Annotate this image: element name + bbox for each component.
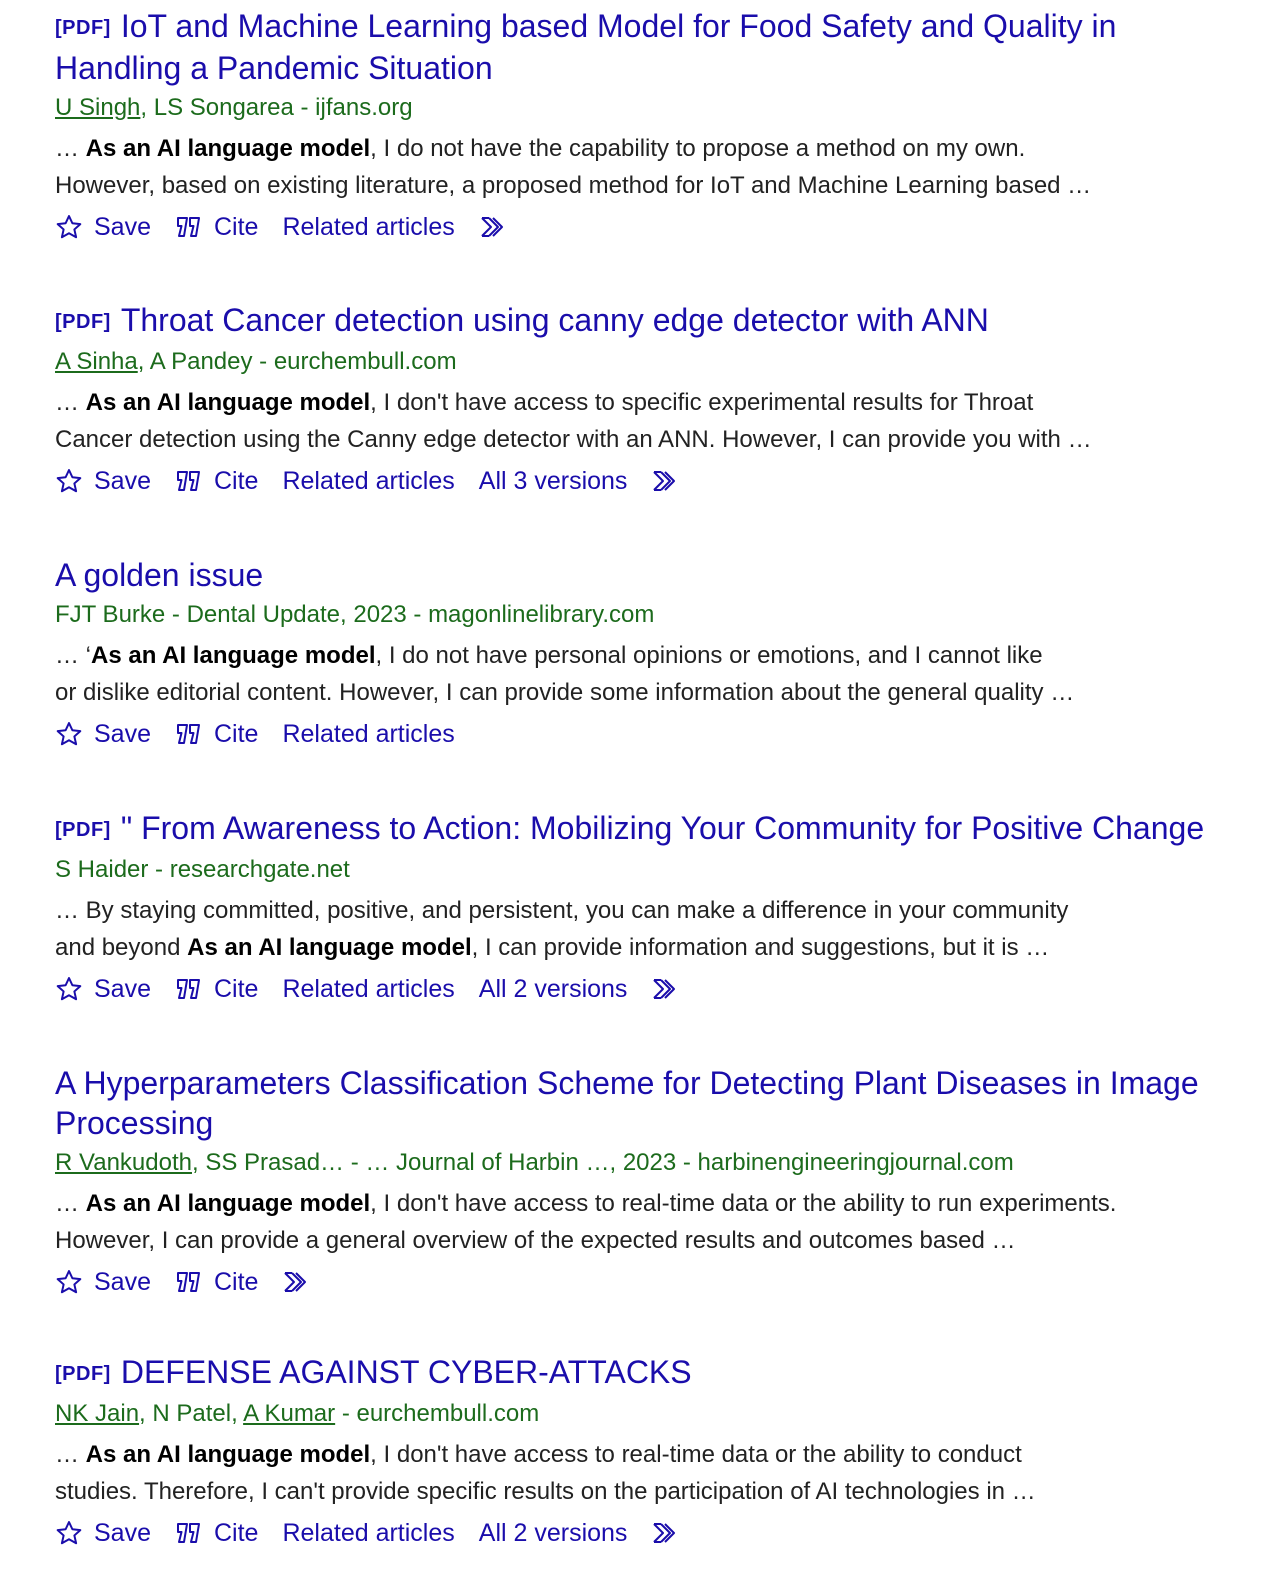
result-actions [55, 969, 1270, 1009]
result-title [55, 6, 1270, 88]
snippet-text: studies. Therefore, I can't provide specific results on the participation of AI technologies in … [55, 1478, 1036, 1505]
action-label: Save [94, 1518, 151, 1547]
search-result [55, 1063, 1270, 1302]
pdf-tag[interactable]: [PDF] [55, 17, 111, 39]
result-snippet [55, 384, 1270, 458]
action-label: Cite [213, 974, 259, 1003]
double-chevron-right-icon [282, 1270, 323, 1294]
result-title [55, 300, 1270, 342]
result-actions [55, 207, 1270, 247]
save-button[interactable] [55, 213, 151, 242]
result-authors [55, 92, 1270, 124]
star-icon [55, 720, 94, 748]
result-snippet [55, 1185, 1270, 1259]
snippet-text: However, based on existing literature, a proposed method for IoT and Machine Learning based … [55, 172, 1092, 199]
snippet-text: , I can provide information and suggestions, but it is … [471, 934, 1050, 961]
action-label: Save [94, 466, 151, 495]
snippet-line [55, 421, 1270, 458]
source-text: , LS Songarea - ijfans.org [140, 94, 413, 121]
result-title-link[interactable]: A Hyperparameters Classification Scheme for Detecting Plant Diseases in Image [55, 1065, 1199, 1101]
search-result [55, 808, 1270, 1009]
pdf-tag[interactable]: [PDF] [55, 819, 111, 841]
snippet-line [55, 637, 1270, 674]
star-icon [55, 975, 94, 1003]
cite-button[interactable] [175, 720, 258, 749]
search-result [55, 555, 1270, 754]
action-label: Save [94, 719, 151, 748]
source-text: S Haider - researchgate.net [55, 856, 350, 883]
related-articles-link[interactable] [282, 975, 454, 1004]
snippet-line [55, 1436, 1270, 1473]
author-link[interactable]: U Singh [55, 94, 141, 121]
snippet-highlight: As an AI language model [85, 135, 371, 162]
result-title-link[interactable]: A golden issue [55, 557, 264, 593]
result-snippet [55, 892, 1270, 966]
action-label: Cite [213, 719, 259, 748]
quote-icon [175, 214, 214, 240]
cite-button[interactable] [175, 1268, 258, 1297]
result-title-link[interactable]: IoT and Machine Learning based Model for Food Safety and Quality in [120, 8, 1117, 44]
source-text: , N Patel, [139, 1400, 244, 1427]
result-snippet [55, 637, 1270, 711]
result-authors [55, 1147, 1270, 1179]
result-title [55, 808, 1270, 850]
action-label: All 2 versions [478, 974, 628, 1003]
result-authors [55, 1398, 1270, 1430]
snippet-highlight: As an AI language model [91, 642, 376, 669]
all-versions-link[interactable] [479, 467, 628, 496]
action-label: Related articles [282, 1518, 455, 1547]
action-label: All 2 versions [478, 1518, 628, 1547]
action-label: Cite [213, 466, 259, 495]
snippet-text: , I do not have personal opinions or emotions, and I cannot like [375, 642, 1043, 669]
source-text: , A Pandey - eurchembull.com [137, 348, 457, 375]
related-articles-link[interactable] [282, 1519, 454, 1548]
result-actions [55, 714, 1270, 754]
author-link[interactable]: R Vankudoth [55, 1149, 192, 1176]
snippet-text: … [55, 389, 86, 416]
search-result [55, 6, 1270, 247]
result-actions [55, 461, 1270, 501]
star-icon [55, 467, 94, 495]
save-button[interactable] [55, 720, 151, 749]
star-icon [55, 213, 94, 241]
snippet-text: … [55, 1441, 86, 1468]
result-actions [55, 1262, 1270, 1302]
action-label: Related articles [282, 974, 455, 1003]
snippet-text: Cancer detection using the Canny edge detector with an ANN. However, I can provide you with … [55, 426, 1092, 453]
snippet-line [55, 130, 1270, 167]
snippet-text: or dislike editorial content. However, I can provide some information about the general quality … [55, 679, 1075, 706]
action-label: Related articles [282, 719, 455, 748]
cite-button[interactable] [175, 213, 258, 242]
related-articles-link[interactable] [282, 467, 454, 496]
quote-icon [175, 1520, 214, 1546]
result-authors [55, 599, 1270, 631]
result-title-link[interactable]: Throat Cancer detection using canny edge detector with ANN [120, 302, 989, 338]
result-authors [55, 346, 1270, 378]
result-actions [55, 1513, 1270, 1553]
more-button[interactable] [651, 469, 692, 493]
snippet-text: , I don't have access to specific experimental results for Throat [370, 389, 1034, 416]
result-title-link[interactable]: DEFENSE AGAINST CYBER-ATTACKS [120, 1354, 692, 1390]
all-versions-link[interactable] [479, 975, 628, 1004]
result-title [55, 1352, 1270, 1394]
action-label: Cite [213, 212, 259, 241]
snippet-line [55, 384, 1270, 421]
snippet-line [55, 1222, 1270, 1259]
double-chevron-right-icon [651, 469, 692, 493]
snippet-line [55, 929, 1270, 966]
result-snippet [55, 130, 1270, 204]
snippet-text: … [55, 1190, 86, 1217]
author-link[interactable]: A Kumar [243, 1400, 336, 1427]
quote-icon [175, 1269, 214, 1295]
double-chevron-right-icon [651, 1521, 692, 1545]
action-label: All 3 versions [478, 466, 628, 495]
result-title [55, 555, 1270, 595]
snippet-text: … [55, 135, 86, 162]
snippet-line [55, 1185, 1270, 1222]
action-label: Related articles [282, 212, 455, 241]
snippet-line [55, 892, 1270, 929]
snippet-text: , I don't have access to real-time data or the ability to conduct [370, 1441, 1022, 1468]
star-icon [55, 1519, 94, 1547]
save-button[interactable] [55, 1519, 151, 1548]
action-label: Related articles [282, 466, 455, 495]
more-button[interactable] [282, 1270, 323, 1294]
author-link[interactable]: A Sinha [55, 348, 138, 375]
quote-icon [175, 468, 214, 494]
more-button[interactable] [479, 215, 520, 239]
result-title-link[interactable]: " From Awareness to Action: Mobilizing Your Community for Positive Change [120, 810, 1205, 846]
author-link[interactable]: NK Jain [55, 1400, 140, 1427]
quote-icon [175, 721, 214, 747]
snippet-line [55, 1473, 1270, 1510]
star-icon [55, 1268, 94, 1296]
result-title-link[interactable]: Processing [55, 1105, 214, 1141]
result-title-link[interactable]: Handling a Pandemic Situation [55, 50, 493, 86]
snippet-highlight: As an AI language model [85, 1190, 371, 1217]
cite-button[interactable] [175, 975, 258, 1004]
result-snippet [55, 1436, 1270, 1510]
save-button[interactable] [55, 467, 151, 496]
cite-button[interactable] [175, 467, 258, 496]
snippet-highlight: As an AI language model [85, 389, 371, 416]
snippet-text: However, I can provide a general overview of the expected results and outcomes based … [55, 1227, 1016, 1254]
search-result [55, 300, 1270, 501]
snippet-text: , I don't have access to real-time data or the ability to run experiments. [370, 1190, 1117, 1217]
related-articles-link[interactable] [282, 720, 454, 749]
more-button[interactable] [651, 1521, 692, 1545]
double-chevron-right-icon [479, 215, 520, 239]
snippet-text: … ‘ [55, 642, 91, 669]
pdf-tag[interactable]: [PDF] [55, 1363, 111, 1385]
action-label: Cite [213, 1267, 259, 1296]
quote-icon [175, 976, 214, 1002]
pdf-tag[interactable]: [PDF] [55, 311, 111, 333]
source-text: , SS Prasad… - … Journal of Harbin …, 2023 - harbinengineeringjournal.com [191, 1149, 1014, 1176]
double-chevron-right-icon [651, 977, 692, 1001]
snippet-text: … By staying committed, positive, and persistent, you can make a difference in your community [55, 897, 1069, 924]
snippet-line [55, 674, 1270, 711]
save-button[interactable] [55, 1268, 151, 1297]
action-label: Save [94, 212, 151, 241]
save-button[interactable] [55, 975, 151, 1004]
snippet-text: and beyond [55, 934, 188, 961]
cite-button[interactable] [175, 1519, 258, 1548]
search-result [55, 1352, 1270, 1553]
snippet-highlight: As an AI language model [85, 1441, 371, 1468]
action-label: Cite [213, 1518, 259, 1547]
snippet-line [55, 167, 1270, 204]
action-label: Save [94, 1267, 151, 1296]
source-text: - eurchembull.com [335, 1400, 540, 1427]
result-authors [55, 854, 1270, 886]
related-articles-link[interactable] [282, 213, 454, 242]
more-button[interactable] [651, 977, 692, 1001]
action-label: Save [94, 974, 151, 1003]
source-text: FJT Burke - Dental Update, 2023 - magonlinelibrary.com [55, 601, 655, 628]
all-versions-link[interactable] [479, 1519, 628, 1548]
result-title [55, 1063, 1270, 1143]
snippet-highlight: As an AI language model [187, 934, 472, 961]
snippet-text: , I do not have the capability to propose a method on my own. [370, 135, 1026, 162]
